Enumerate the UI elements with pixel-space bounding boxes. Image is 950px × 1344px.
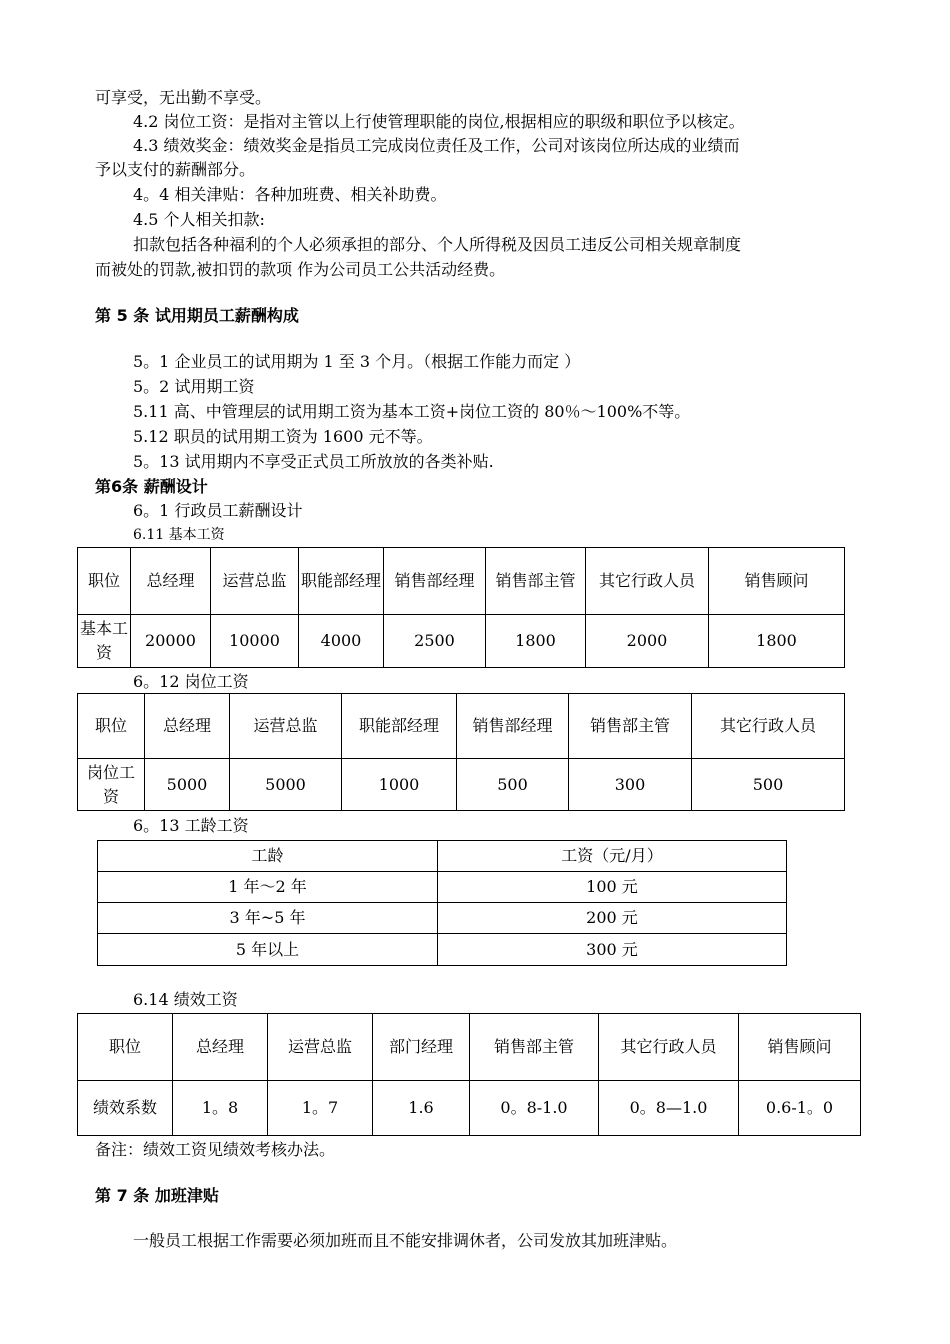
- clause-5-2: 5。2 试用期工资: [133, 377, 255, 396]
- header-cell: 其它行政人员: [599, 1014, 739, 1081]
- value-cell: 0.6-1。0: [739, 1081, 861, 1136]
- value-cell: 1。8: [173, 1081, 268, 1136]
- header-cell: 部门经理: [373, 1014, 470, 1081]
- header-cell: 销售顾问: [709, 548, 845, 615]
- section-heading-6: 第6条 薪酬设计: [95, 477, 208, 496]
- clause-7-body: 一般员工根据工作需要必须加班而且不能安排调休者，公司发放其加班津贴。: [133, 1231, 678, 1250]
- seniority-salary-table: [97, 840, 787, 966]
- value-cell: 5 年以上: [98, 934, 438, 966]
- header-cell: 总经理: [173, 1014, 268, 1081]
- value-cell: 10000: [211, 615, 299, 668]
- section-heading-5: 第 5 条 试用期员工薪酬构成: [95, 306, 299, 325]
- value-cell: 1 年～2 年: [98, 872, 438, 903]
- position-salary-table: [77, 693, 845, 811]
- value-cell: 1800: [486, 615, 586, 668]
- row-label-cell: 基本工资: [78, 615, 131, 668]
- value-cell: 5000: [145, 759, 230, 811]
- value-cell: 200 元: [438, 903, 787, 934]
- header-cell: 职位: [78, 1014, 173, 1081]
- header-cell: 职位: [78, 694, 145, 759]
- clause-4-5: 4.5 个人相关扣款:: [133, 210, 265, 229]
- header-cell: 运营总监: [230, 694, 342, 759]
- value-cell: 1。7: [268, 1081, 373, 1136]
- value-cell: 1800: [709, 615, 845, 668]
- header-cell: 销售部经理: [384, 548, 486, 615]
- value-cell: 2500: [384, 615, 486, 668]
- value-cell: 300 元: [438, 934, 787, 966]
- value-cell: 500: [457, 759, 569, 811]
- header-cell: 其它行政人员: [586, 548, 709, 615]
- value-cell: 5000: [230, 759, 342, 811]
- header-cell: 职位: [78, 548, 131, 615]
- clause-4-4: 4。4 相关津贴：各种加班费、相关补助费。: [133, 185, 447, 204]
- clause-6-11: 6.11 基本工资: [133, 527, 225, 543]
- header-cell: 销售部主管: [486, 548, 586, 615]
- clause-6-14: 6.14 绩效工资: [133, 990, 238, 1009]
- base-salary-table: [77, 547, 845, 668]
- header-cell: 销售部主管: [470, 1014, 599, 1081]
- header-cell: 运营总监: [211, 548, 299, 615]
- value-cell: 20000: [131, 615, 211, 668]
- clause-4-2: 4.2 岗位工资：是指对主管以上行使管理职能的岗位,根据相应的职级和职位予以核定。: [133, 112, 745, 131]
- value-cell: 500: [692, 759, 845, 811]
- header-cell: 职能部经理: [299, 548, 384, 615]
- clause-4-3: 4.3 绩效奖金：绩效奖金是指员工完成岗位责任及工作，公司对该岗位所达成的业绩而: [133, 136, 740, 155]
- clause-5-12: 5.12 职员的试用期工资为 1600 元不等。: [133, 427, 433, 446]
- clause-5-11: 5.11 高、中管理层的试用期工资为基本工资+岗位工资的 80％～100%不等。: [133, 402, 691, 421]
- row-label-cell: 绩效系数: [78, 1081, 173, 1136]
- header-cell: 运营总监: [268, 1014, 373, 1081]
- header-cell: 销售部经理: [457, 694, 569, 759]
- header-cell: 其它行政人员: [692, 694, 845, 759]
- value-cell: 1.6: [373, 1081, 470, 1136]
- value-cell: 0。8—1.0: [599, 1081, 739, 1136]
- clause-6-1: 6。1 行政员工薪酬设计: [133, 501, 303, 520]
- header-cell: 工资（元/月）: [438, 841, 787, 872]
- clause-6-12: 6。12 岗位工资: [133, 672, 249, 691]
- value-cell: 300: [569, 759, 692, 811]
- header-cell: 总经理: [145, 694, 230, 759]
- paragraph-line: 扣款包括各种福利的个人必须承担的部分、个人所得税及因员工违反公司相关规章制度: [133, 235, 742, 254]
- header-cell: 职能部经理: [342, 694, 457, 759]
- header-cell: 销售顾问: [739, 1014, 861, 1081]
- value-cell: 2000: [586, 615, 709, 668]
- paragraph-line: 而被处的罚款,被扣罚的款项 作为公司员工公共活动经费。: [95, 260, 506, 279]
- value-cell: 1000: [342, 759, 457, 811]
- value-cell: 100 元: [438, 872, 787, 903]
- clause-5-1: 5。1 企业员工的试用期为 1 至 3 个月。（根据工作能力而定 ）: [133, 352, 581, 371]
- value-cell: 3 年~5 年: [98, 903, 438, 934]
- value-cell: 4000: [299, 615, 384, 668]
- paragraph-line: 予以支付的薪酬部分。: [95, 160, 256, 179]
- header-cell: 销售部主管: [569, 694, 692, 759]
- value-cell: 0。8-1.0: [470, 1081, 599, 1136]
- clause-5-13: 5。13 试用期内不享受正式员工所放放的各类补贴.: [133, 452, 494, 471]
- clause-6-13: 6。13 工龄工资: [133, 816, 249, 835]
- section-heading-7: 第 7 条 加班津贴: [95, 1186, 219, 1205]
- header-cell: 工龄: [98, 841, 438, 872]
- row-label-cell: 岗位工资: [78, 759, 145, 811]
- performance-salary-table: [77, 1013, 861, 1136]
- paragraph-line: 可享受，无出勤不享受。: [95, 88, 272, 107]
- header-cell: 总经理: [131, 548, 211, 615]
- table-note: 备注：绩效工资见绩效考核办法。: [95, 1140, 336, 1159]
